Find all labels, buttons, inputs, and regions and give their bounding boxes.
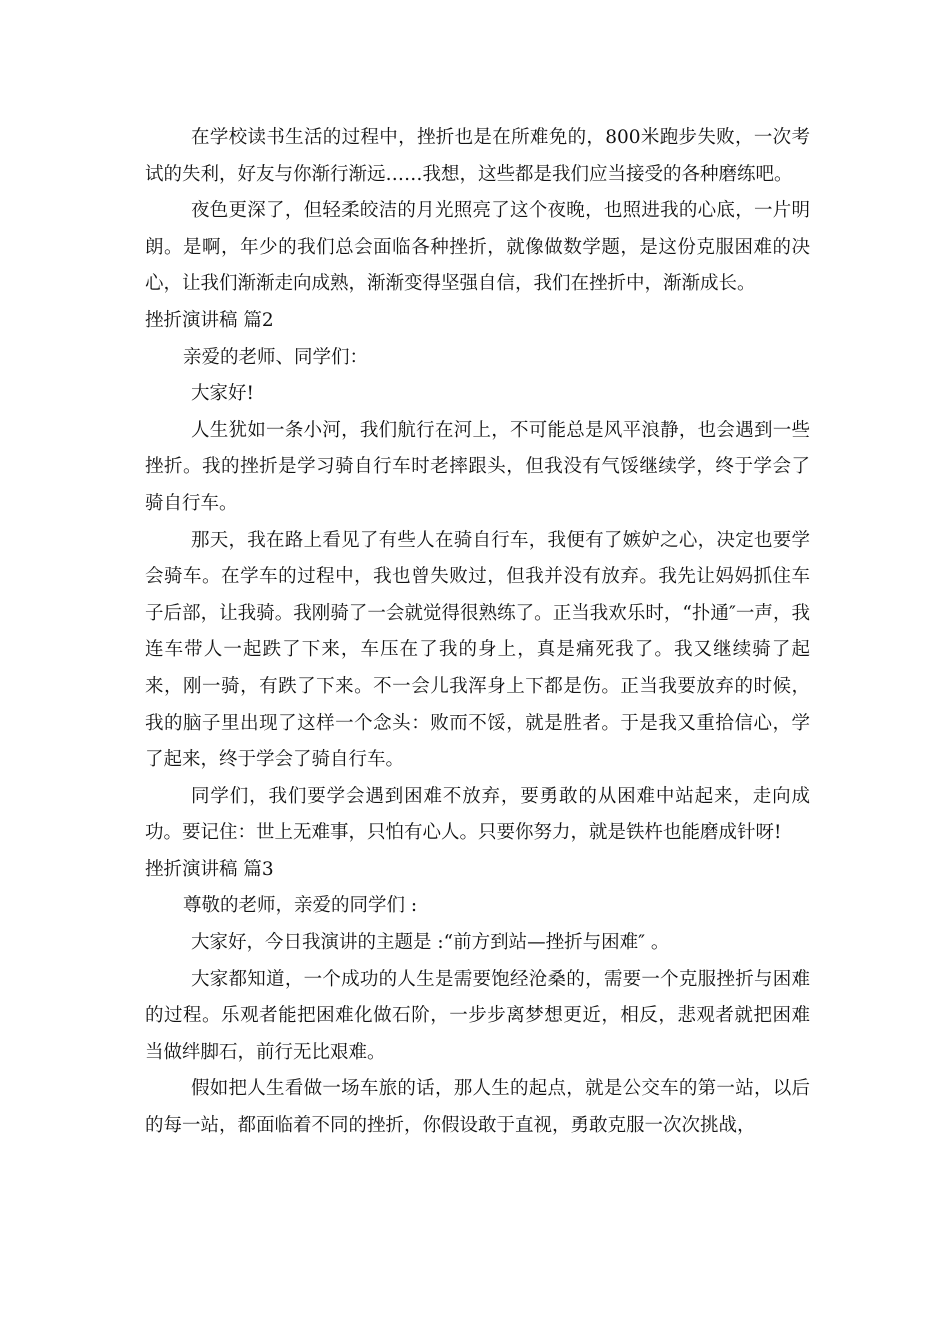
section-heading: 挫折演讲稿 篇2 (145, 309, 274, 331)
paragraph: 同学们，我们要学会遇到困难不放弃，要勇敢的从困难中站起来，走向成功。要记住：世上无难事，只怕有心人。只要你努力，就是铁杵也能磨成针呀! (145, 785, 810, 844)
paragraph: 假如把人生看做一场车旅的话，那人生的起点，就是公交车的第一站，以后的每一站，都面临着不同的挫折，你假设敢于直视，勇敢克服一次次挑战， (145, 1078, 810, 1137)
paragraph: 大家好! (191, 383, 254, 405)
paragraph: 大家都知道，一个成功的人生是需要饱经沧桑的，需要一个克服挫折与困难的过程。乐观者能把困难化做石阶，一步步离梦想更近，相反，悲观者就把困难当做绊脚石，前行无比艰难。 (145, 968, 810, 1063)
paragraph: 尊敬的老师，亲爱的同学们 : (183, 895, 418, 917)
paragraph: 那天，我在路上看见了有些人在骑自行车，我便有了嫉妒之心，决定也要学会骑车。在学车的过程中，我也曾失败过，但我并没有放弃。我先让妈妈抓住车子后部，让我骑。我刚骑了一会就觉得很熟练了。正当我欢乐时，“扑通″一声，我连车带人一起跌了下来，车压在了我的身上，真是痛死我了。我又继续骑了起来，刚一骑，有跌了下来。不一会儿我浑身上下都是伤。正当我要放弃的时候，我的脑子里出现了这样一个念头：败而不馁，就是胜者。于是我又重拾信心，学了起来，终于学会了骑自行车。 (145, 529, 810, 771)
paragraph: 在学校读书生活的过程中，挫折也是在所难免的，800米跑步失败，一次考试的失利，好友与你渐行渐远……我想，这些都是我们应当接受的各种磨练吧。 (145, 127, 810, 185)
paragraph: 亲爱的老师、同学们： (183, 346, 369, 368)
paragraph: 大家好，今日我演讲的主题是 :“前方到站—挫折与困难″ 。 (191, 932, 670, 954)
paragraph: 人生犹如一条小河，我们航行在河上，不可能总是风平浪静，也会遇到一些挫折。我的挫折是学习骑自行车时老摔跟头，但我没有气馁继续学，终于学会了骑自行车。 (145, 419, 810, 514)
section-heading: 挫折演讲稿 篇3 (145, 858, 274, 880)
document-page (145, 120, 810, 1145)
paragraph: 夜色更深了，但轻柔皎洁的月光照亮了这个夜晚，也照进我的心底，一片明朗。是啊，年少的我们总会面临各种挫折，就像做数学题，是这份克服困难的决心，让我们渐渐走向成熟，渐渐变得坚强自信，我们在挫折中，渐渐成长。 (145, 200, 810, 295)
